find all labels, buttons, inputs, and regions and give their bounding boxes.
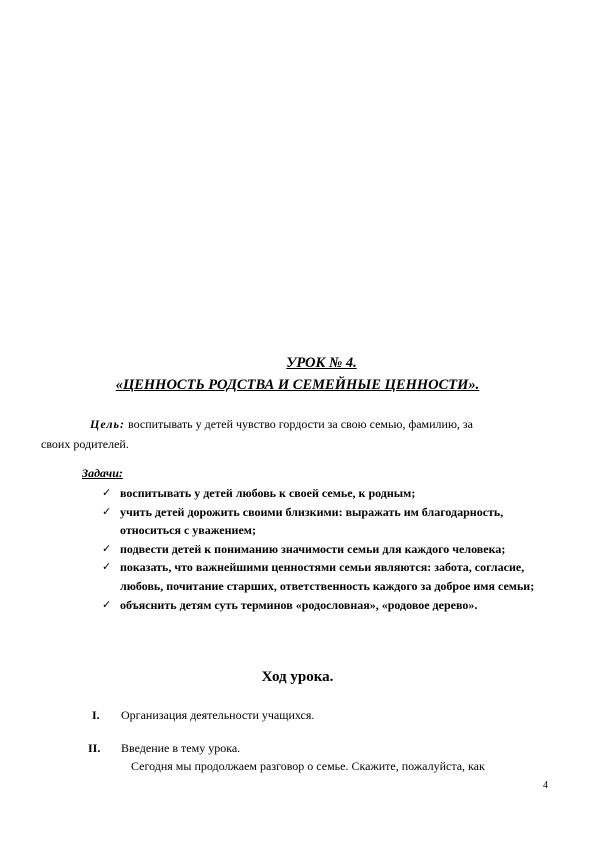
task-text: учить детей дорожить своими близкими: выражать им благодарность, относиться с уважением;: [120, 504, 504, 538]
list-item: [102, 596, 552, 615]
tasks-label: Задачи:: [82, 466, 123, 480]
list-item: [102, 540, 552, 559]
task-list: [102, 484, 552, 614]
goal-paragraph: [90, 414, 552, 434]
list-item: [102, 503, 552, 540]
section-number: I.: [92, 708, 100, 722]
section-title: Введение в тему урока.: [121, 741, 241, 755]
task-text: объяснить детям суть терминов «родословная», «родовое дерево».: [120, 597, 478, 612]
goal-text-line1: воспитывать у детей чувство гордости за свою семью, фамилию, за: [125, 417, 473, 431]
checkmark-icon: ✓: [102, 560, 112, 574]
course-heading: Ход урока.: [261, 669, 334, 685]
list-item: [102, 484, 552, 503]
checkmark-icon: ✓: [102, 486, 112, 499]
goal-label: Цель:: [90, 417, 125, 431]
lesson-subtitle: «ЦЕННОСТЬ РОДСТВА И СЕМЕЙНЫЕ ЦЕННОСТИ».: [115, 377, 480, 393]
checkmark-icon: ✓: [102, 541, 112, 555]
task-text: воспитывать у детей любовь к своей семье, к родным;: [120, 486, 416, 500]
list-item: [102, 558, 552, 595]
goal-text-line2: своих родителей.: [41, 437, 129, 451]
section-title: Организация деятельности учащихся.: [121, 708, 315, 722]
checkmark-icon: ✓: [102, 504, 112, 518]
task-text: показать, что важнейшими ценностями семьи являются: забота, согласие, любовь, почитание старших, ответственность каждого за доброе имя семьи;: [120, 560, 535, 593]
section-number: II.: [88, 741, 101, 755]
lesson-title: УРОК № 4.: [286, 355, 357, 371]
section-body: Сегодня мы продолжаем разговор о семье. Скажите, пожалуйста, как: [131, 759, 485, 773]
page-number: 4: [543, 780, 548, 791]
checkmark-icon: ✓: [102, 597, 112, 611]
task-text: подвести детей к пониманию значимости семьи для каждого человека;: [120, 541, 506, 556]
